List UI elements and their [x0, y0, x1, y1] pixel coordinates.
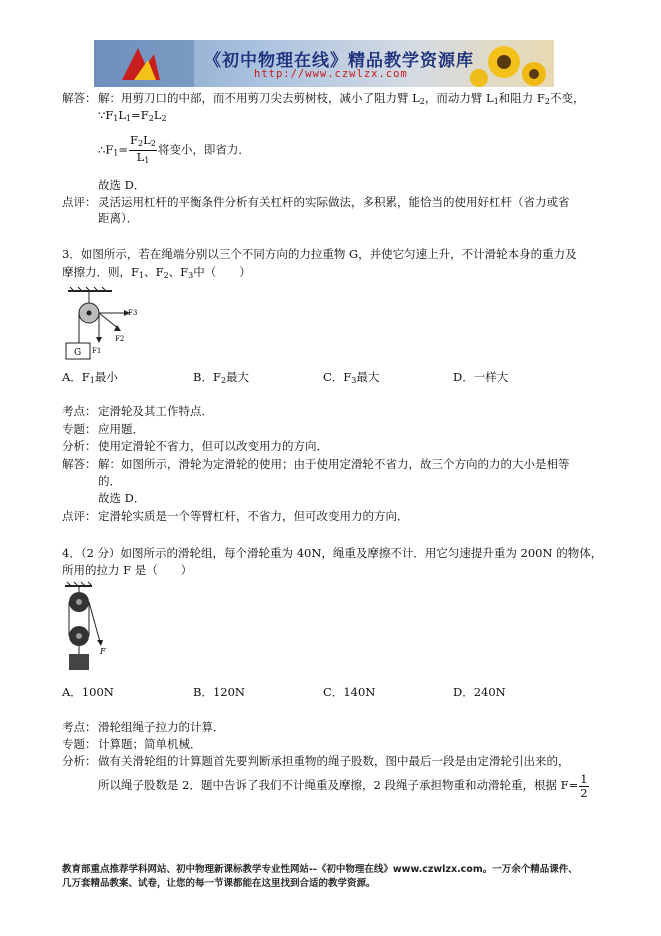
- q3-zhuanti: 应用题．: [98, 422, 144, 436]
- q3-jieda-line-2: 的．: [98, 474, 121, 488]
- footer-line-1: 教育部重点推荐学科网站、初中物理新课标教学专业性网站--《初中物理在线》www.czwlzx.com。一万余个精品课件、: [62, 864, 578, 875]
- q3-jieda-label: 解答：: [62, 457, 97, 471]
- answer-line-1: 解：用剪刀口的中部，而不用剪刀尖去剪树枝，减小了阻力臂 $L_2$，而动力臂 $L_1$和阻力 $F_2$不变，: [98, 91, 585, 106]
- q3-stem-line-2: 摩擦力．则，$F_1$、$F_2$、$F_3$中（ ）: [62, 265, 251, 280]
- pulley-system-figure: [62, 580, 112, 675]
- svg-text:G: G: [74, 348, 82, 358]
- q3-dianping-label: 点评：: [62, 509, 97, 523]
- label-f1: F1: [92, 347, 102, 355]
- q3-option-b[interactable]: B．$F_2$最大: [193, 370, 250, 385]
- comment-line-2: 距离）．: [98, 211, 139, 225]
- load-block: [69, 654, 89, 670]
- q4-option-a[interactable]: A．100N: [62, 685, 114, 699]
- q3-zhuanti-label: 专题：: [62, 422, 97, 436]
- comment-label: 点评：: [62, 195, 97, 209]
- fraction-one-half: $\frac{1}{2}$: [580, 771, 588, 800]
- q4-fenxi-line-1: 做有关滑轮组的计算题首先要判断承担重物的绳子股数，图中最后一段是由定滑轮引出来的，: [98, 754, 570, 768]
- comment-line-1: 灵活运用杠杆的平衡条件分析有关杠杆的实际做法，多积累，能恰当的使用好杠杆（省力或省: [98, 195, 570, 209]
- q4-option-c[interactable]: C．140N: [323, 685, 376, 699]
- label-f: F: [100, 647, 106, 656]
- q3-fenxi-label: 分析：: [62, 439, 97, 453]
- footer-line-2: 几万套精品教案、试卷，让您的每一节课都能在这里找到合适的教学资源。: [62, 878, 376, 889]
- q3-kaodian: 定滑轮及其工作特点．: [98, 404, 213, 418]
- banner-url: http://www.czwlzx.com: [254, 68, 408, 80]
- q4-kaodian: 滑轮组绳子拉力的计算．: [98, 720, 225, 734]
- q3-kaodian-label: 考点：: [62, 404, 97, 418]
- q3-jieda-line-1: 解：如图所示，滑轮为定滑轮的使用；由于使用定滑轮不省力，故三个方向的力的大小是相等: [98, 457, 570, 471]
- equation-therefore: $\therefore F_1=$ $\frac{F_2L_2}{L_1}$ 将变小，即省力．: [98, 133, 250, 165]
- q4-stem-line-2: 所用的拉力 F 是（ ）: [62, 563, 193, 577]
- q3-option-c[interactable]: C．$F_3$最大: [323, 370, 380, 385]
- choice-d-1: 故选 D．: [98, 178, 146, 192]
- q4-kaodian-label: 考点：: [62, 720, 97, 734]
- q4-option-d[interactable]: D．240N: [453, 685, 506, 699]
- banner-title: 《初中物理在线》精品教学资源库: [204, 51, 474, 71]
- q3-stem-line-1: 3．如图所示，若在绳端分别以三个不同方向的力拉重物 G，并使它匀速上升，不计滑轮本身的重力及: [62, 247, 577, 261]
- q3-choice: 故选 D．: [98, 491, 146, 505]
- equation-balance: $\because F_1L_1=F_2L_2$: [98, 108, 167, 123]
- q4-zhuanti-label: 专题：: [62, 737, 97, 751]
- q3-dianping: 定滑轮实质是一个等臂杠杆，不省力，但可改变用力的方向．: [98, 509, 409, 523]
- q3-option-a[interactable]: A．$F_1$最小: [62, 370, 118, 385]
- fraction-f2l2-over-l1: $\frac{F_2L_2}{L_1}$: [130, 133, 156, 165]
- q4-stem-line-1: 4．（2 分）如图所示的滑轮组，每个滑轮重为 40N，绳重及摩擦不计．用它匀速提升重为 200N 的物体，: [62, 546, 603, 560]
- fixed-pulley-figure: [62, 285, 162, 365]
- q4-zhuanti: 计算题；简单机械．: [98, 737, 202, 751]
- q3-fenxi: 使用定滑轮不省力，但可以改变用力的方向．: [98, 439, 328, 453]
- label-f2: F2: [115, 335, 125, 343]
- label-f3: F3: [128, 309, 138, 317]
- q4-fenxi-line-2: 所以绳子股数是 2．题中告诉了我们不计绳重及摩擦，2 段绳子承担物重和动滑轮重，根据 F= $\frac{1}{2}$: [98, 771, 588, 800]
- q4-fenxi-label: 分析：: [62, 754, 97, 768]
- answer-label: 解答：: [62, 91, 97, 105]
- q4-option-b[interactable]: B．120N: [193, 685, 245, 699]
- q3-option-d[interactable]: D．一样大: [453, 370, 509, 384]
- header-banner: [94, 40, 554, 87]
